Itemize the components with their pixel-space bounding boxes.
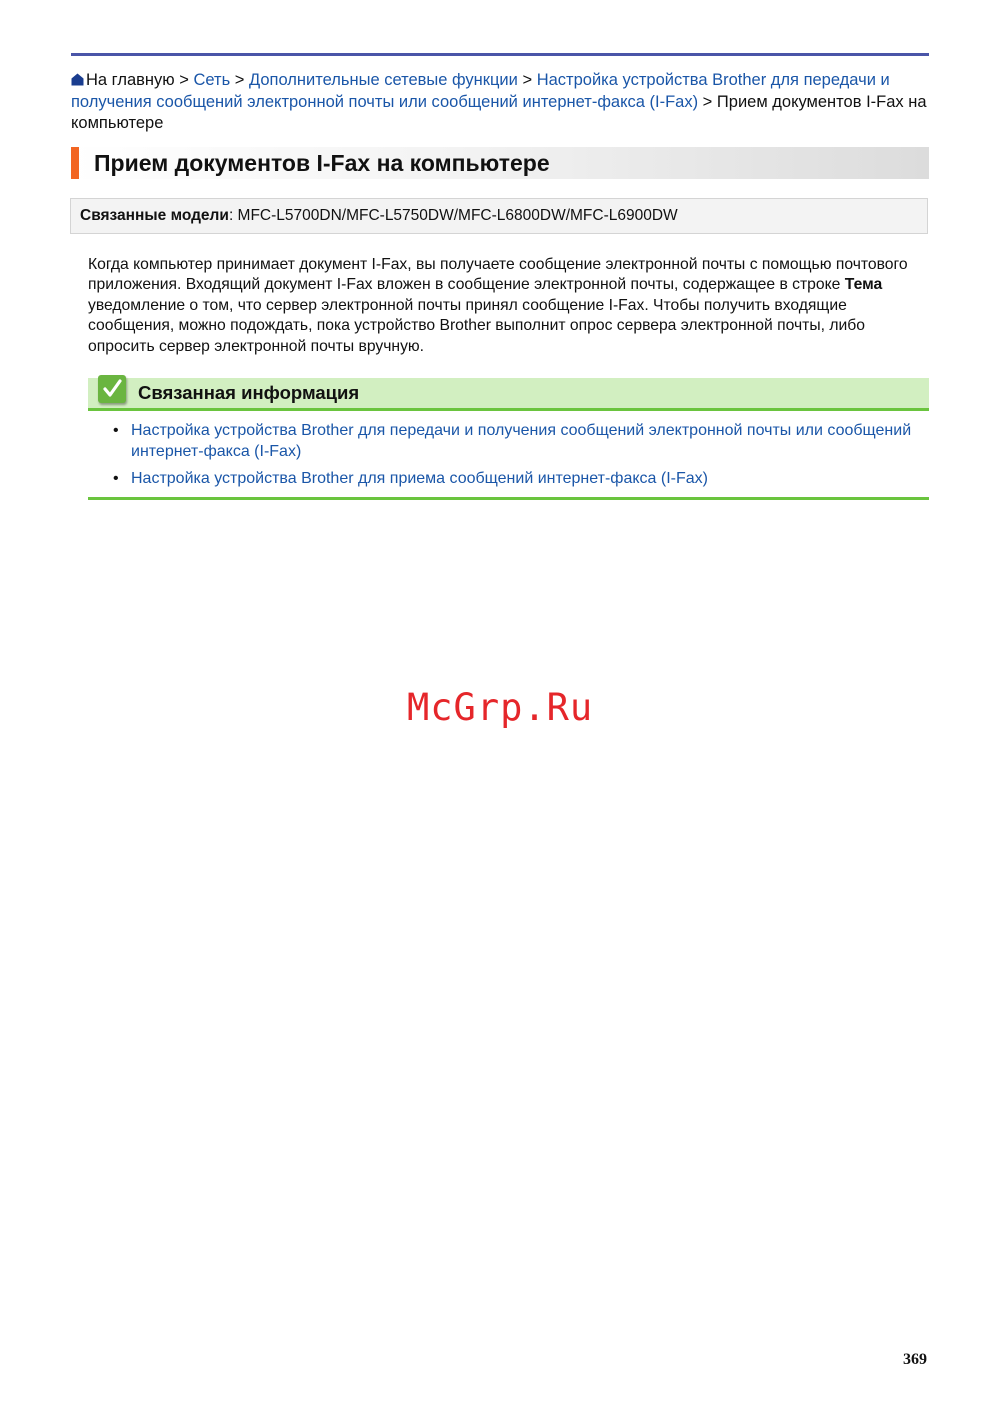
breadcrumb-current: Прием документов I-Fax на компьютере — [71, 92, 927, 132]
bullet: • — [113, 422, 119, 439]
related-models-label: Связанные модели — [80, 207, 229, 224]
breadcrumb-link-advanced-network[interactable]: Дополнительные сетевые функции — [249, 71, 518, 89]
breadcrumb-separator: > — [234, 71, 245, 89]
breadcrumb-link-email-ifax-setup[interactable]: Настройка устройства Brother для передачи и получения сообщений электронной почты или сообщений интернет-факса (I-Fax) — [71, 71, 890, 111]
breadcrumb — [71, 70, 931, 135]
page-title-bar — [71, 147, 929, 179]
header-rule — [71, 53, 929, 56]
related-models-value: : MFC-L5700DN/MFC-L5750DW/MFC-L6800DW/MFC-L6900DW — [228, 207, 678, 224]
related-info-bottom-rule — [88, 497, 929, 500]
bullet: • — [113, 470, 119, 487]
page-number: 369 — [903, 1351, 927, 1368]
list-item — [88, 468, 929, 489]
related-link-email-ifax-setup[interactable]: Настройка устройства Brother для передачи и получения сообщений электронной почты или сообщений интернет-факса (I-Fax) — [131, 422, 912, 460]
home-icon[interactable] — [71, 73, 84, 86]
related-models-box — [70, 198, 928, 234]
body-text-part2: уведомление о том, что сервер электронной почты принял сообщение I-Fax. Чтобы получить входящие сообщения, можно подождать, пока устройство Brother выполнит опрос сервера электронной почты, либо опросить сервер электронной почты вручную. — [88, 296, 865, 355]
related-info-list — [88, 420, 929, 495]
breadcrumb-home[interactable]: На главную — [86, 71, 175, 89]
body-text-part1: Когда компьютер принимает документ I-Fax, вы получаете сообщение электронной почты с помощью почтового приложения. Входящий документ I-Fax вложен в сообщение электронной почты, содержащее в строке — [88, 256, 908, 294]
body-text-bold: Тема — [844, 276, 883, 294]
breadcrumb-separator: > — [702, 92, 713, 111]
related-info-title: Связанная информация — [138, 382, 360, 403]
related-info-header — [88, 378, 929, 411]
list-item — [88, 420, 929, 462]
body-paragraph — [88, 255, 928, 357]
checkmark-icon — [98, 375, 126, 403]
watermark: McGrp.Ru — [407, 686, 594, 729]
title-accent-bar — [71, 147, 79, 179]
breadcrumb-separator: > — [522, 71, 533, 89]
breadcrumb-separator: > — [179, 71, 189, 89]
breadcrumb-link-network[interactable]: Сеть — [193, 71, 231, 89]
page-title: Прием документов I-Fax на компьютере — [94, 150, 550, 176]
related-link-ifax-receive-setup[interactable]: Настройка устройства Brother для приема сообщений интернет-факса (I-Fax) — [131, 470, 708, 487]
